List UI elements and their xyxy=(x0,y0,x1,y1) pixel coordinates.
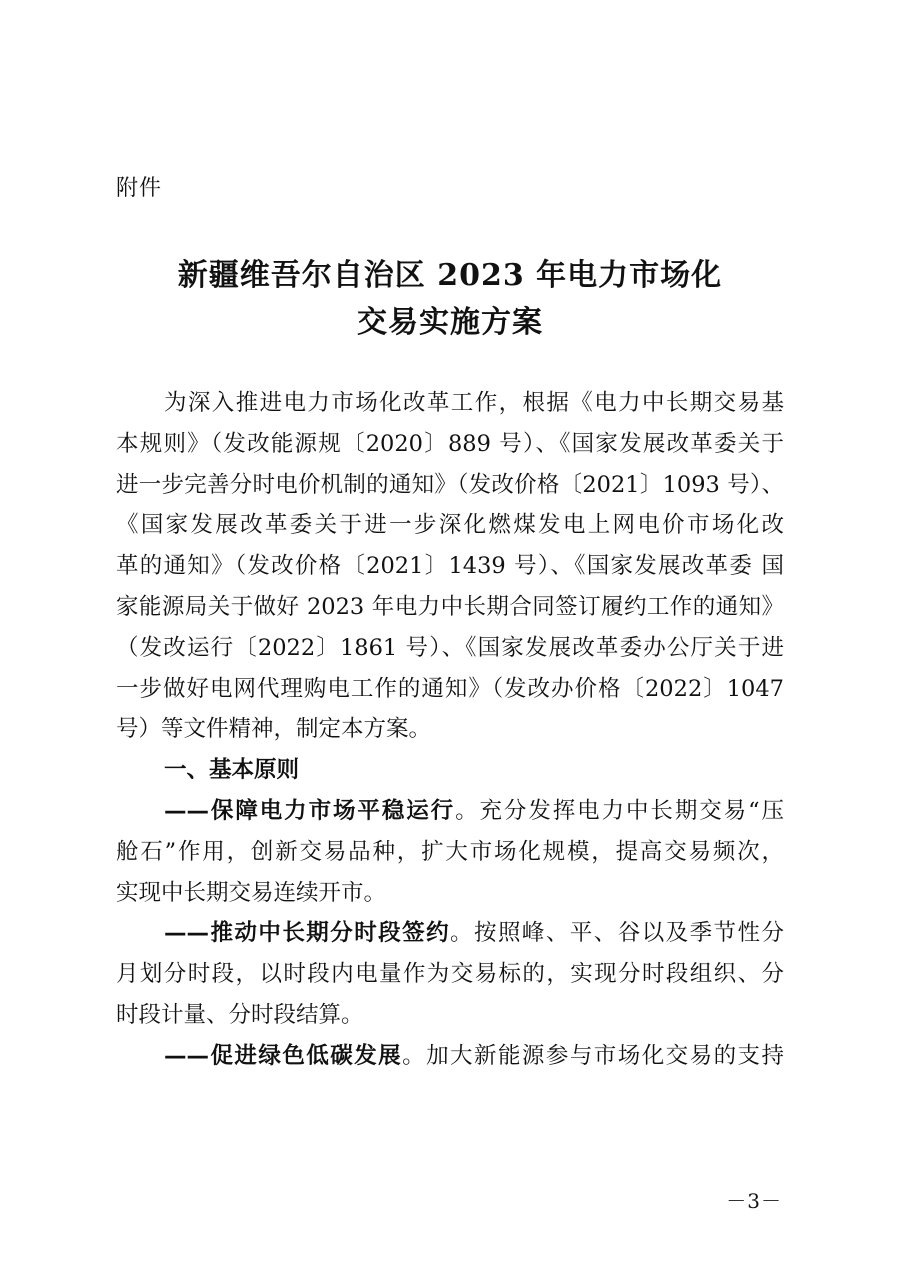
intro-line: 本规则》（发改能源规〔2020〕889 号）、《国家发展改革委关于 xyxy=(116,430,784,457)
principle-text: 。充分发挥电力中长期交易“压 xyxy=(455,797,784,824)
principle-first-line xyxy=(116,1036,784,1077)
principle-title: ——保障电力市场平稳运行 xyxy=(164,797,456,824)
intro-line: 《国家发展改革委关于进一步深化燃煤发电上网电价市场化改 xyxy=(116,512,784,539)
principle-text: 。加大新能源参与市场化交易的支持 xyxy=(402,1042,784,1069)
principle-line: 月划分时段，以时段内电量作为交易标的，实现分时段组织、分 xyxy=(116,961,784,988)
principle-first-line xyxy=(116,791,784,832)
section-heading: 一、基本原则 xyxy=(164,757,300,784)
principle-line: 时段计量、分时段结算。 xyxy=(116,1001,364,1028)
intro-line: 革的通知》（发改价格〔2021〕1439 号）、《国家发展改革委 国 xyxy=(116,553,784,580)
document-body xyxy=(116,383,784,1077)
intro-line: 进一步完善分时电价机制的通知》（发改价格〔2021〕1093 号）、 xyxy=(116,471,784,498)
principle-title: ——推动中长期分时段签约 xyxy=(164,920,451,947)
page-number: －3－ xyxy=(726,1189,782,1213)
intro-line: 一步做好电网代理购电工作的通知》（发改办价格〔2022〕1047 xyxy=(116,675,784,702)
principle-text: 。按照峰、平、谷以及季节性分 xyxy=(450,920,784,947)
intro-line: （发改运行〔2022〕1861 号）、《国家发展改革委办公厅关于进 xyxy=(116,634,784,661)
attachment-label: 附件 xyxy=(116,176,163,201)
principle-line: 实现中长期交易连续开市。 xyxy=(116,879,387,906)
principle-line: 舱石”作用，创新交易品种，扩大市场化规模，提高交易频次， xyxy=(116,838,784,865)
principle-first-line xyxy=(116,913,784,954)
intro-line: 为深入推进电力市场化改革工作，根据《电力中长期交易基 xyxy=(164,390,784,416)
intro-line: 号）等文件精神，制定本方案。 xyxy=(116,716,432,743)
principle-title: ——促进绿色低碳发展 xyxy=(164,1042,403,1069)
document-title-line-2: 交易实施方案 xyxy=(357,305,543,340)
document-title-line-1: 新疆维吾尔自治区 2023 年电力市场化 xyxy=(177,258,723,293)
intro-line: 家能源局关于做好 2023 年电力中长期合同签订履约工作的通知》 xyxy=(116,593,784,620)
